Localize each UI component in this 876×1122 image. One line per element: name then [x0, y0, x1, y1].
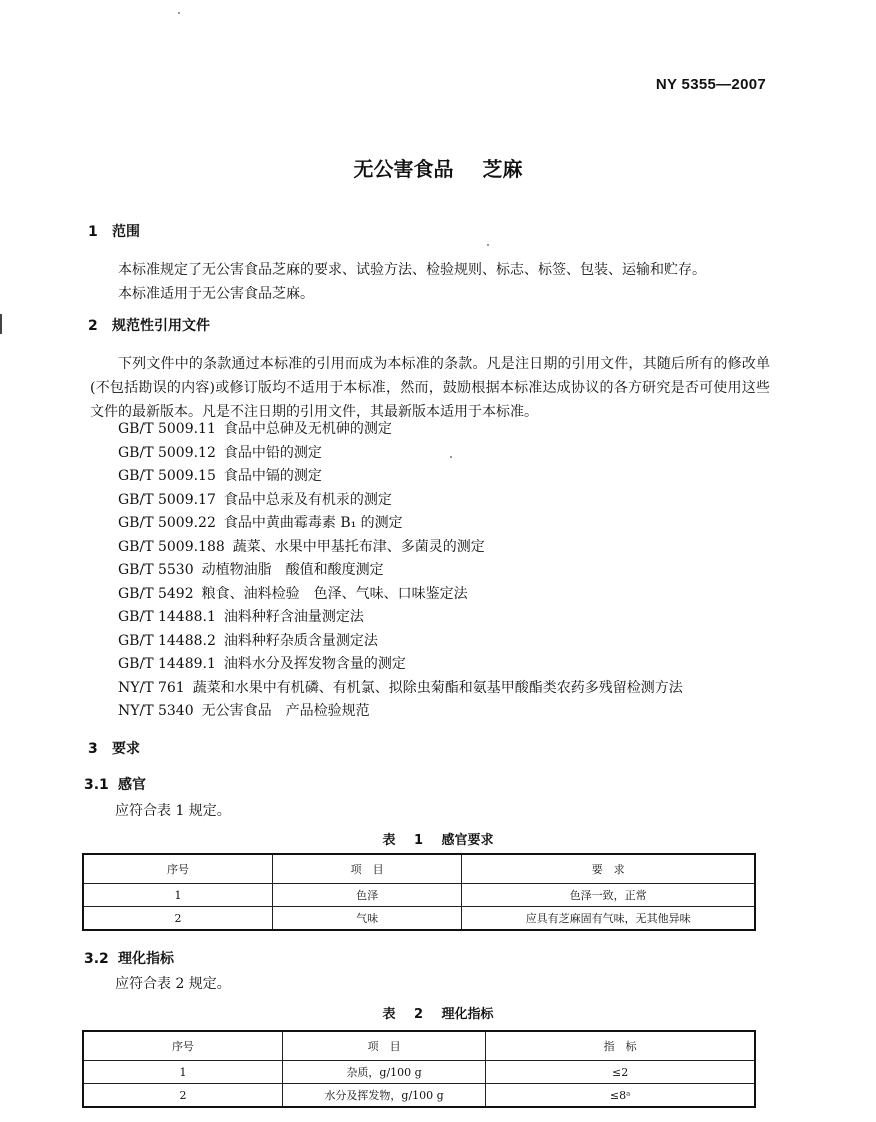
reference-title: 食品中镉的测定	[223, 468, 322, 484]
reference-code: GB/T 5009.11	[118, 421, 216, 437]
reference-item	[118, 677, 683, 701]
table-cell: 应具有芝麻固有气味，无其他异味	[462, 907, 755, 931]
reference-title: 蔬菜、水果中甲基托布津、多菌灵的测定	[232, 538, 485, 555]
table-cell: 2	[83, 907, 272, 931]
reference-item	[118, 442, 683, 466]
reference-code: GB/T 14488.2	[118, 632, 216, 649]
reference-item	[118, 465, 683, 489]
reference-item	[118, 512, 683, 536]
scan-edge-mark	[0, 314, 2, 334]
reference-title: 食品中铅的测定	[223, 444, 322, 461]
table-2-physicochemical	[82, 1030, 756, 1108]
table-1-sensory	[82, 853, 756, 931]
section-title: 范围	[112, 224, 140, 240]
table-header-cell: 序号	[83, 1031, 282, 1061]
reference-item	[118, 489, 683, 513]
reference-title: 粮食、油料检验 色泽、气味、口味鉴定法	[201, 585, 468, 602]
table-cell: 杂质，g/100 g	[282, 1061, 485, 1084]
reference-title: 油料水分及挥发物含量的测定	[223, 656, 406, 672]
scope-paragraph-1: 本标准规定了无公害食品芝麻的要求、试验方法、检验规则、标志、标签、包装、运输和贮存。	[118, 262, 706, 278]
table-header-cell: 指 标	[486, 1031, 755, 1061]
reference-code: GB/T 5009.12	[118, 444, 216, 461]
section-number: 1	[88, 224, 98, 240]
table-header-cell: 项 目	[282, 1031, 485, 1061]
normative-intro-paragraph: 下列文件中的条款通过本标准的引用而成为本标准的条款。凡是注日期的引用文件，其随后所有的修改单(不包括勘误的内容)或修订版均不适用于本标准，然而，鼓励根据本标准达成协议的各方研究是否可使用这些文件的最新版本。凡是不注日期的引用文件，其最新版本适用于本标准。	[90, 356, 770, 420]
table-cell: 水分及挥发物，g/100 g	[282, 1084, 485, 1108]
table-header-cell: 要 求	[462, 854, 755, 884]
table-cell: 色泽	[272, 884, 461, 907]
section-title: 感官	[118, 777, 146, 793]
reference-code: GB/T 5009.22	[118, 515, 216, 531]
scope-paragraph-2: 本标准适用于无公害食品芝麻。	[118, 286, 314, 302]
reference-item	[118, 418, 683, 442]
reference-title: 动植物油脂 酸值和酸度测定	[201, 562, 384, 578]
reference-item	[118, 630, 683, 654]
table-header-cell: 项 目	[272, 854, 461, 884]
reference-title: 无公害食品 产品检验规范	[201, 703, 370, 719]
table-cell: 2	[83, 1084, 282, 1108]
reference-title: 食品中总汞及有机汞的测定	[223, 491, 392, 508]
table-cell: 色泽一致，正常	[462, 884, 755, 907]
reference-code: GB/T 14488.1	[118, 609, 216, 625]
table-cell: 1	[83, 884, 272, 907]
table-row	[83, 907, 755, 931]
reference-code: GB/T 5009.15	[118, 468, 216, 484]
standard-number: NY 5355—2007	[655, 76, 766, 93]
section-3-heading	[88, 738, 140, 758]
reference-code: GB/T 5530	[118, 562, 194, 578]
section-number: 3	[88, 741, 98, 757]
reference-item	[118, 606, 683, 630]
reference-title: 油料种籽杂质含量测定法	[223, 632, 378, 649]
reference-title: 食品中总砷及无机砷的测定	[223, 421, 392, 437]
table-row	[83, 884, 755, 907]
reference-item	[118, 559, 683, 583]
section-title: 规范性引用文件	[112, 318, 210, 334]
table-row	[83, 1084, 755, 1108]
reference-item	[118, 653, 683, 677]
scan-speck	[178, 12, 180, 14]
section-3-2-heading	[84, 948, 174, 968]
reference-code: GB/T 14489.1	[118, 656, 216, 672]
table-1-caption: 表 1 感官要求	[382, 833, 494, 848]
section-number: 2	[88, 318, 98, 334]
table-cell: 1	[83, 1061, 282, 1084]
section-3-1-heading	[84, 774, 146, 794]
section-1-heading	[88, 221, 140, 241]
reference-title: 蔬菜和水果中有机磷、有机氯、拟除虫菊酯和氨基甲酸酯类农药多残留检测方法	[192, 679, 683, 696]
table-row	[83, 1061, 755, 1084]
reference-item	[118, 583, 683, 607]
table-2-caption: 表 2 理化指标	[382, 1007, 494, 1022]
reference-code: GB/T 5492	[118, 585, 194, 602]
document-title: 无公害食品 芝麻	[353, 157, 523, 181]
section-title: 理化指标	[118, 951, 174, 967]
table-cell: 气味	[272, 907, 461, 931]
section-2-heading	[88, 315, 210, 335]
reference-list	[118, 418, 683, 724]
table-header-cell: 序号	[83, 854, 272, 884]
reference-code: GB/T 5009.188	[118, 538, 225, 555]
section-number: 3.1	[84, 777, 109, 793]
table-cell: ≤8ᵃ	[486, 1084, 755, 1108]
reference-title: 食品中黄曲霉毒素 B₁ 的测定	[223, 515, 403, 531]
table-header-row	[83, 854, 755, 884]
table-header-row	[83, 1031, 755, 1061]
section-title: 要求	[112, 741, 140, 757]
requirement-3-1-text: 应符合表 1 规定。	[115, 803, 231, 819]
reference-item	[118, 700, 683, 724]
table-cell: ≤2	[486, 1061, 755, 1084]
section-number: 3.2	[84, 951, 109, 967]
scan-speck	[487, 244, 489, 246]
reference-title: 油料种籽含油量测定法	[223, 609, 364, 625]
reference-code: NY/T 5340	[118, 703, 194, 719]
requirement-3-2-text: 应符合表 2 规定。	[115, 976, 231, 992]
reference-code: NY/T 761	[118, 679, 185, 696]
reference-item	[118, 536, 683, 560]
reference-code: GB/T 5009.17	[118, 491, 216, 508]
